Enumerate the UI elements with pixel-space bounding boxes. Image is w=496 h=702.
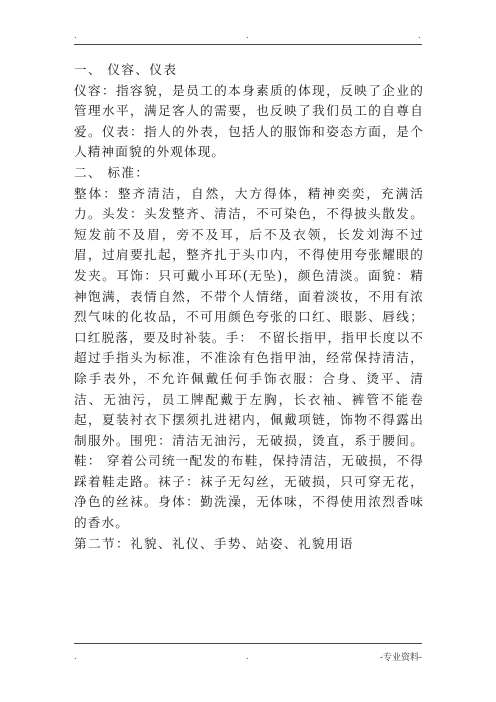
section-heading-1: 一、 仪容、仪表	[74, 62, 178, 77]
document-body	[74, 60, 424, 554]
header-rule	[74, 44, 422, 45]
header-mark-center: .	[246, 31, 249, 40]
footer-rule	[74, 643, 422, 644]
footer-mark-center: .	[246, 652, 249, 661]
section-heading-2: 二、 标准：	[74, 164, 150, 180]
footer-mark-left: .	[74, 652, 77, 661]
section-heading-3: 第二节：礼貌、礼仪、手势、站姿、礼貌用语	[74, 535, 354, 551]
paragraph-standards: 整体：整齐清洁，自然，大方得体，精神奕奕，充满活力。头发：头发整齐、清洁，不可染色，不得披头散发。短发前不及眉，旁不及耳，后不及衣领，长发刘海不过眉，过肩要扎起，整齐扎于头巾内，不得使用夸张耀眼的发夹。耳饰：只可戴小耳环(无坠)，颜色清淡。面貌：精神饱满，表情自然，不带个人情绪，面着淡妆，不用有浓烈气味的化妆品，不可用颜色夸张的口红、眼影、唇线；口红脱落，要及时补装。手： 不留长指甲，指甲长度以不超过手指头为标准，不准涂有色指甲油，经常保持清洁，除手表外，不允许佩戴任何手饰衣服：合身、烫平、清洁、无油污，员工牌配戴于左胸，长衣袖、裤管不能卷起，夏装衬衣下摆须扎进裙内，佩戴项链，饰物不得露出制服外。围兜：清洁无油污，无破损，烫直，系于腰间。鞋： 穿着公司统一配发的布鞋，保持清洁，无破损，不得踩着鞋走路。袜子：袜子无勾丝，无破损，只可穿无花，净色的丝袜。身体：勤洗澡，无体味，不得使用浓烈香味的香水。	[74, 185, 424, 531]
paragraph-appearance-definition: 仪容：指容貌，是员工的本身素质的体现，反映了企业的管理水平，满足客人的需要，也反映了我们员工的自尊自爱。仪表：指人的外表，包括人的服饰和姿态方面，是个人精神面貌的外观体现。	[74, 82, 424, 160]
header-mark-left: .	[74, 31, 77, 40]
footer-label: -专业资料-	[379, 653, 422, 663]
header-mark-right: .	[418, 31, 421, 40]
